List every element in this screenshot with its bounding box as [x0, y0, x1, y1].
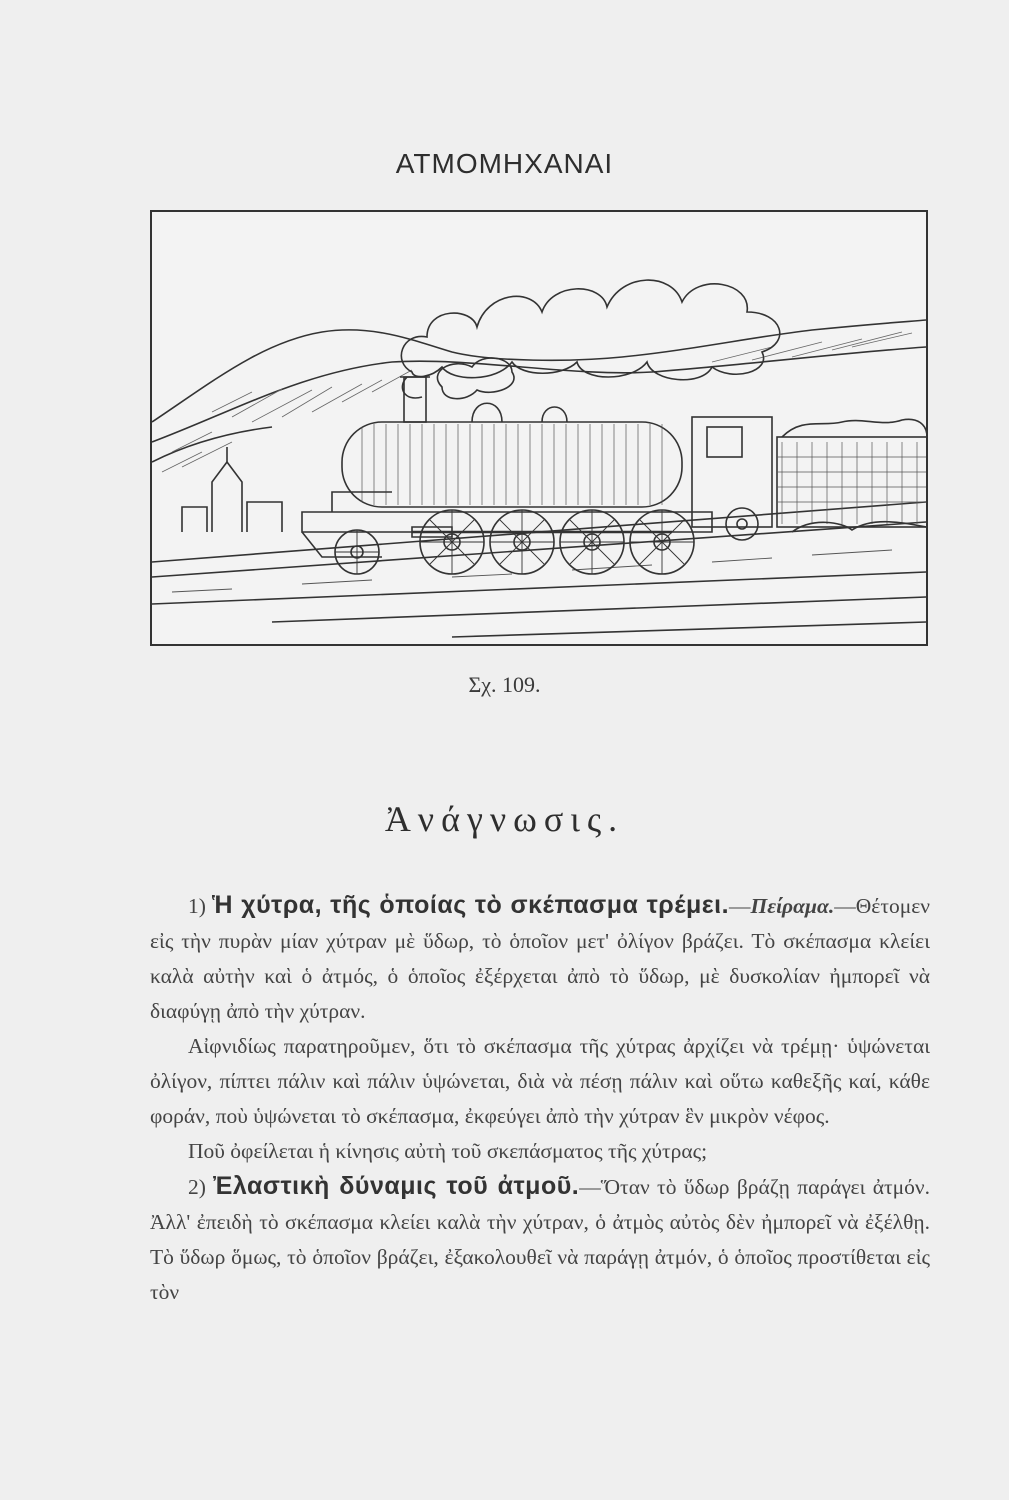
body-text [150, 888, 930, 1310]
running-head: ΑΤΜΟΜΗΧΑΝΑΙ [395, 148, 614, 179]
paragraph-2: Αἰφνιδίως παρατηροῦμεν, ὅτι τὸ σκέπασμα τῆς χύτρας ἀρχίζει νὰ τρέμῃ· ὑψώνεται ὀλίγον, πίπτει πάλιν καὶ πάλιν ὑψώνεται, διὰ νὰ πέσῃ πάλιν καὶ οὕτω καθεξῆς καί, κάθε φοράν, ποὺ ὑψώνεται τὸ σκέπασμα, ἐκφεύγει ἀπὸ τὴν χύτραν ἓν μικρὸν νέφος. [150, 1034, 930, 1128]
experiment-label: Πείραμα. [750, 894, 835, 918]
section-title: Ἀνάγνωσις. [384, 799, 625, 839]
paragraph-1-number: 1) [188, 894, 206, 918]
locomotive-illustration [150, 210, 928, 646]
locomotive-drawing [152, 212, 926, 644]
paragraph-1-dash: — [729, 894, 751, 918]
paragraph-4 [150, 1169, 930, 1310]
paragraph-1-heading: Ἡ χύτρα, τῆς ὁποίας τὸ σκέπασμα τρέμει. [212, 891, 730, 919]
paragraph-1-text: —Θέτομεν εἰς τὴν πυρὰν μίαν χύτραν μὲ ὕδωρ, τὸ ὁποῖον μετ' ὀλίγον βράζει. Τὸ σκέπασμα κλείει καλὰ αὐτὴν καὶ ὁ ἀτμός, ὁ ὁποῖος ἐξέρχεται ἀπὸ τὸ ὕδωρ, μὲ δυσκολίαν ἠμπορεῖ νὰ διαφύγῃ ἀπὸ τὴν χύτραν. [150, 894, 930, 1023]
paragraph-4-text: —Ὅταν τὸ ὕδωρ βράζῃ παράγει ἀτμόν. Ἀλλ' ἐπειδὴ τὸ σκέπασμα κλείει καλὰ τὴν χύτραν, ὁ ἀτμὸς αὐτὸς δὲν ἠμπορεῖ νὰ ἐξέλθῃ. Τὸ ὕδωρ ὅμως, τὸ ὁποῖον βράζει, ἐξακολουθεῖ νὰ παράγῃ ἀτμόν, ὁ ὁποῖος προστίθεται εἰς τὸν [150, 1175, 931, 1304]
paragraph-3: Ποῦ ὀφείλεται ἡ κίνησις αὐτὴ τοῦ σκεπάσματος τῆς χύτρας; [188, 1139, 708, 1163]
paragraph-4-number: 2) [188, 1175, 206, 1199]
paragraph-1 [150, 888, 930, 1029]
figure-caption: Σχ. 109. [468, 672, 541, 697]
paragraph-4-heading: Ἐλαστικὴ δύναμις τοῦ ἀτμοῦ. [213, 1172, 580, 1200]
